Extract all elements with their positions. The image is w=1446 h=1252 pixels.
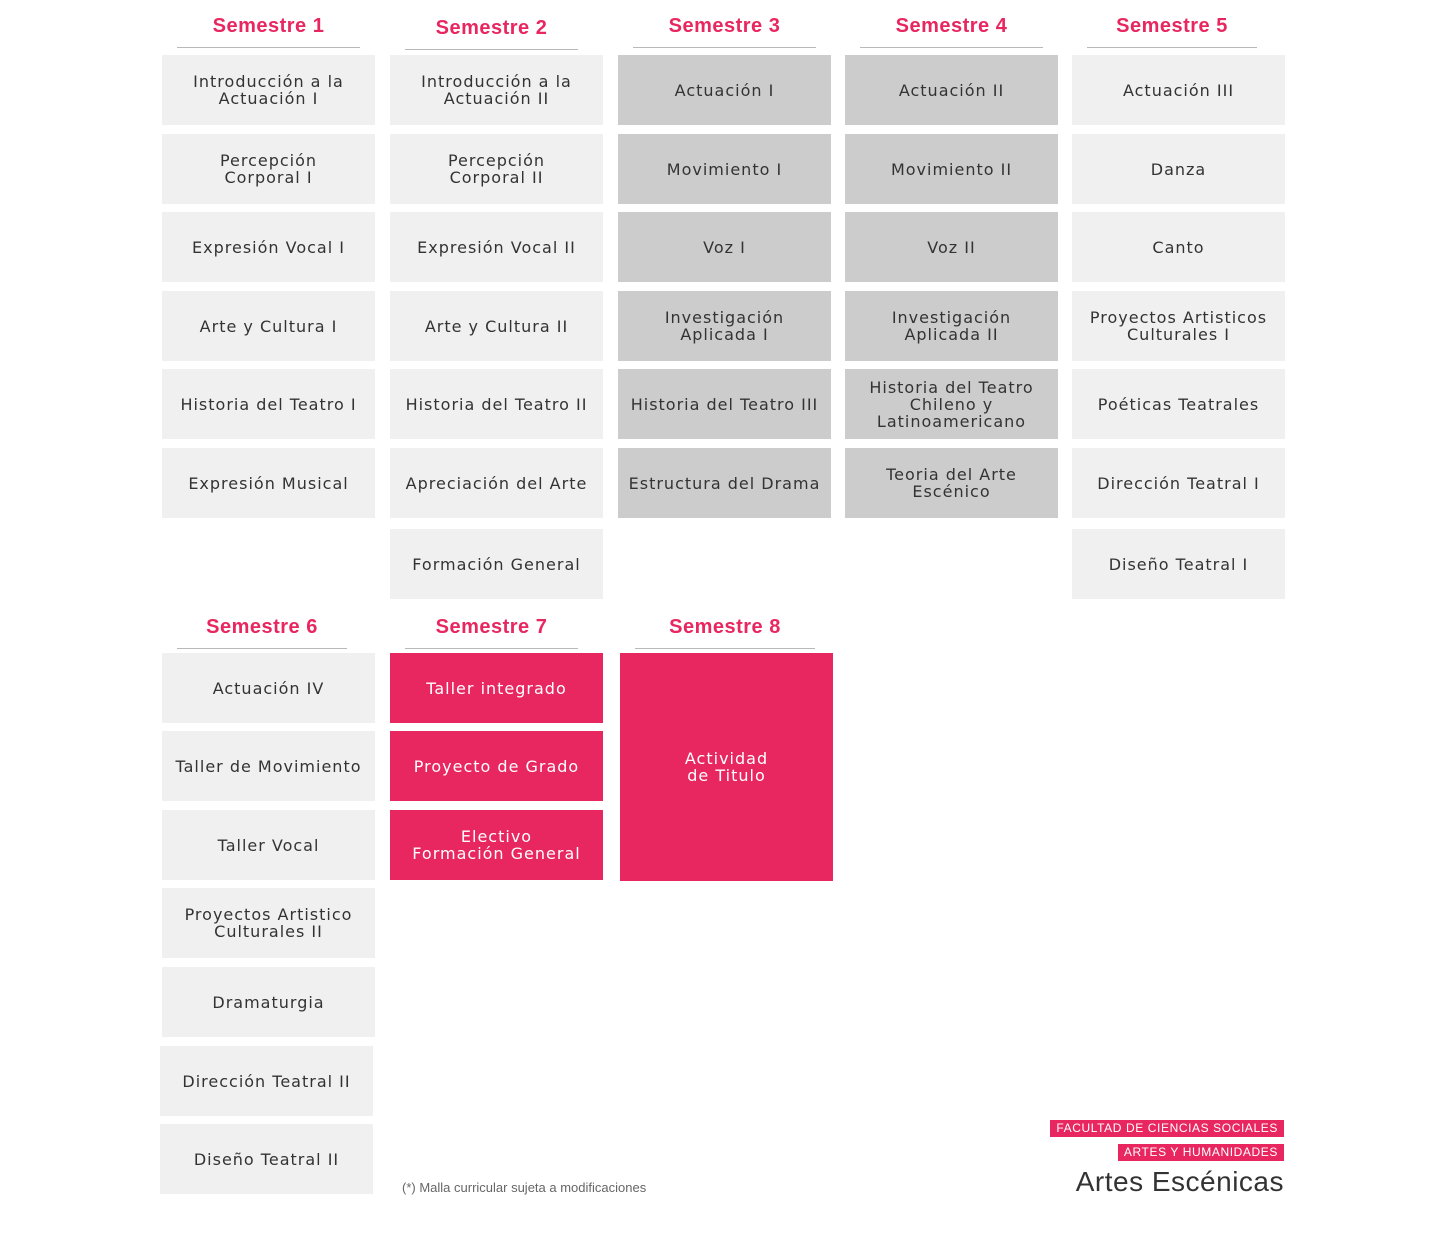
course-box: Diseño Teatral I	[1072, 529, 1285, 599]
course-box: Arte y Cultura I	[162, 291, 375, 361]
course-box: Voz I	[618, 212, 831, 282]
course-box: Canto	[1072, 212, 1285, 282]
semester-4-title: Semestre 4	[845, 12, 1058, 42]
course-box: Poéticas Teatrales	[1072, 369, 1285, 439]
course-box: Historia del Teatro III	[618, 369, 831, 439]
course-box: Percepción Corporal I	[162, 134, 375, 204]
faculty-tag-line2: ARTES Y HUMANIDADES	[1118, 1144, 1284, 1161]
course-box: Actuación IV	[162, 653, 375, 723]
course-box: Apreciación del Arte	[390, 448, 603, 518]
semester-5-title: Semestre 5	[1072, 12, 1272, 42]
semester-8-title: Semestre 8	[620, 613, 830, 643]
course-box: Proyectos Artistico Culturales II	[162, 888, 375, 958]
course-box: Formación General	[390, 529, 603, 599]
program-name: Artes Escénicas	[1075, 1166, 1284, 1197]
course-box: Investigación Aplicada I	[618, 291, 831, 361]
course-box: Introducción a la Actuación I	[162, 55, 375, 125]
course-box: Taller de Movimiento	[162, 731, 375, 801]
course-box: Arte y Cultura II	[390, 291, 603, 361]
semester-3-title: Semestre 3	[618, 12, 831, 42]
course-box: Taller Vocal	[162, 810, 375, 880]
course-box: Percepción Corporal II	[390, 134, 603, 204]
course-box: Expresión Vocal II	[390, 212, 603, 282]
course-box: Danza	[1072, 134, 1285, 204]
faculty-tag-line1: FACULTAD DE CIENCIAS SOCIALES	[1050, 1120, 1284, 1137]
semester-7-title: Semestre 7	[390, 613, 593, 643]
semester-1-title: Semestre 1	[162, 12, 375, 42]
course-box: Proyecto de Grado	[390, 731, 603, 801]
course-box: Historia del Teatro I	[162, 369, 375, 439]
course-box: Diseño Teatral II	[160, 1124, 373, 1194]
footer-note: (*) Malla curricular sujeta a modificaciones	[402, 1180, 647, 1195]
course-box: Dramaturgia	[162, 967, 375, 1037]
course-box: Expresión Vocal I	[162, 212, 375, 282]
course-box: Actuación II	[845, 55, 1058, 125]
course-box: Movimiento I	[618, 134, 831, 204]
course-box: Historia del Teatro II	[390, 369, 603, 439]
course-box: Actuación I	[618, 55, 831, 125]
course-box: Dirección Teatral I	[1072, 448, 1285, 518]
semester-6-title: Semestre 6	[162, 613, 362, 643]
course-box: Voz II	[845, 212, 1058, 282]
course-box: Expresión Musical	[162, 448, 375, 518]
course-box: Dirección Teatral II	[160, 1046, 373, 1116]
course-box: Investigación Aplicada II	[845, 291, 1058, 361]
semester-2-title: Semestre 2	[390, 14, 593, 44]
course-box: Movimiento II	[845, 134, 1058, 204]
course-box: Proyectos Artisticos Culturales I	[1072, 291, 1285, 361]
course-box: Taller integrado	[390, 653, 603, 723]
course-box: Electivo Formación General	[390, 810, 603, 880]
course-box: Introducción a la Actuación II	[390, 55, 603, 125]
course-box: Actuación III	[1072, 55, 1285, 125]
course-box: Teoria del Arte Escénico	[845, 448, 1058, 518]
course-box: Estructura del Drama	[618, 448, 831, 518]
course-box: Historia del Teatro Chileno y Latinoamericano	[845, 369, 1058, 439]
course-box-large: Actividad de Titulo	[620, 653, 833, 881]
